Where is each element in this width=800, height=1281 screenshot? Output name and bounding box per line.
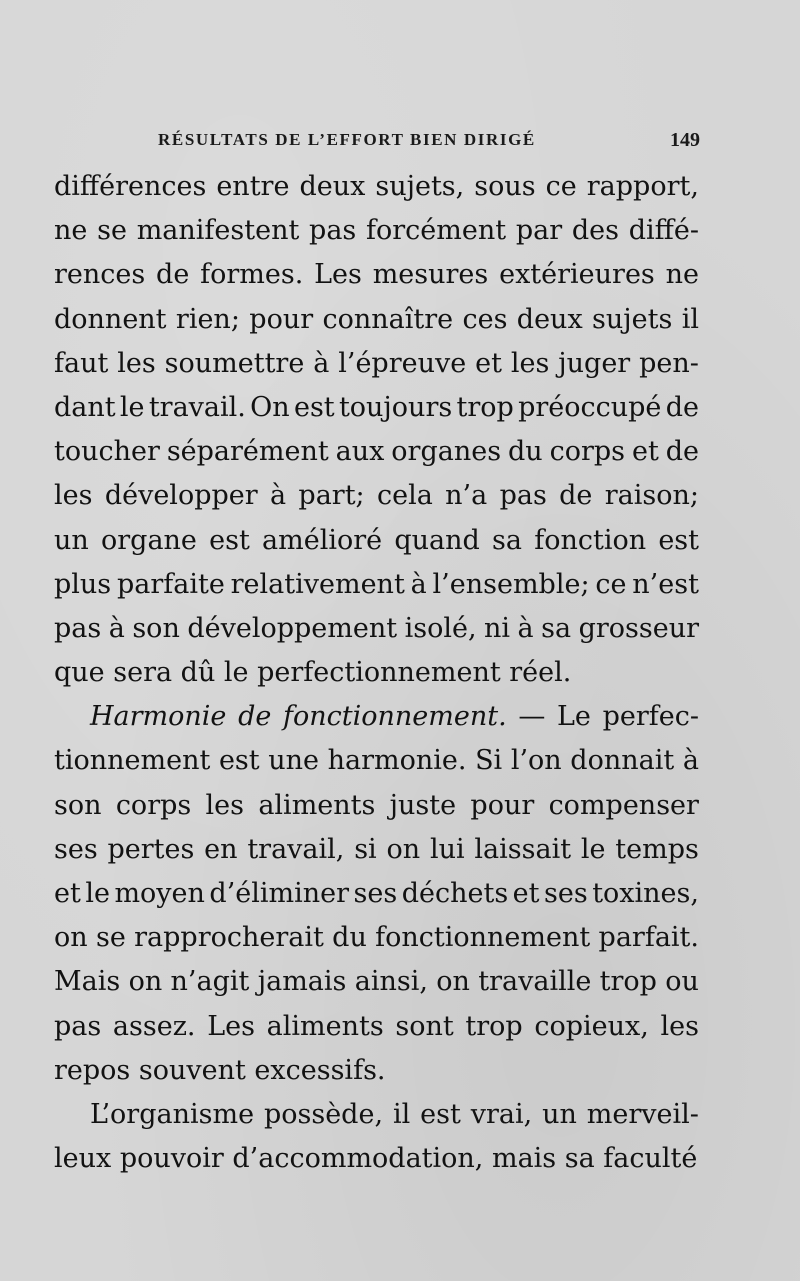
word: son: [132, 612, 180, 644]
word: fonctionnement.: [283, 701, 507, 733]
word: et: [512, 878, 540, 909]
word: relativement: [230, 568, 405, 600]
word: corps: [549, 436, 626, 468]
word: un: [542, 1098, 577, 1130]
text-line: [54, 342, 699, 386]
word: ses: [353, 878, 398, 909]
word: ses: [544, 878, 588, 909]
word: les: [205, 789, 245, 821]
word: développer: [104, 480, 258, 512]
word: des: [571, 215, 619, 247]
word: soumettre: [164, 347, 305, 379]
word: n’agit: [170, 966, 250, 998]
word: parfait.: [598, 922, 699, 954]
word: il: [681, 303, 699, 335]
word: Mais: [54, 966, 121, 998]
word: ces: [462, 303, 508, 335]
word: ce: [545, 171, 577, 202]
word: amélioré: [262, 524, 383, 556]
word: perfec-: [602, 701, 699, 733]
word: est: [293, 391, 335, 423]
text-line: [54, 784, 699, 828]
word: parfaite: [116, 568, 225, 600]
word: laissait: [474, 833, 572, 865]
word: pen-: [639, 347, 699, 379]
word: pour: [470, 789, 535, 821]
running-title: RÉSULTATS DE L’EFFORT BIEN DIRIGÉ: [158, 130, 536, 149]
word: part;: [298, 480, 365, 512]
word: grosseur: [578, 612, 699, 644]
word: ses: [54, 833, 98, 865]
word: pour: [249, 303, 314, 335]
word: vrai,: [470, 1098, 533, 1130]
word: toxines,: [592, 878, 699, 909]
text-line: [54, 828, 699, 872]
word: extérieures: [499, 259, 655, 291]
word: on: [386, 833, 421, 865]
word: quand: [394, 524, 480, 556]
word: manifestent: [136, 215, 300, 247]
word: ou: [665, 966, 699, 998]
word: est: [218, 745, 260, 777]
word: Les: [207, 1010, 255, 1042]
word: l’ensemble;: [432, 568, 590, 600]
word: harmonie.: [327, 745, 467, 777]
word: mesures: [372, 259, 489, 291]
word: développement: [187, 612, 398, 644]
word: est: [420, 1098, 461, 1130]
word: de: [665, 391, 699, 423]
word: en: [204, 833, 238, 865]
word: raison;: [604, 480, 699, 512]
word: n’a: [445, 480, 488, 512]
text-line: [54, 1093, 699, 1137]
word: pertes: [107, 833, 195, 865]
word: il: [392, 1098, 411, 1130]
text-line: [54, 519, 699, 563]
text-line: [54, 165, 699, 209]
text-line: [54, 253, 699, 297]
running-head: [148, 126, 700, 156]
text-line: que sera dû le perfectionnement réel.: [54, 657, 572, 689]
word: deux: [299, 171, 366, 202]
word: rences: [54, 259, 146, 291]
text-line: [54, 916, 699, 960]
word: et: [631, 436, 659, 468]
word: lui: [429, 833, 465, 865]
text-line: [54, 209, 699, 253]
word: formes.: [200, 259, 304, 291]
text-line: [54, 872, 699, 916]
word: se: [95, 922, 126, 954]
word: trop: [599, 966, 657, 998]
word: de: [156, 259, 190, 291]
word: une: [268, 745, 319, 777]
word: par: [515, 215, 563, 247]
word: cela: [376, 480, 433, 512]
word: fonction: [534, 524, 647, 556]
word: ce: [595, 568, 627, 600]
word: sa: [492, 524, 522, 556]
word: rapprocherait: [134, 922, 324, 954]
word: n’est: [632, 568, 699, 600]
word: rapport,: [586, 171, 699, 202]
word: pas: [54, 612, 102, 644]
word: sujets: [592, 303, 673, 335]
word: ne: [54, 215, 88, 247]
word: les: [54, 480, 93, 512]
word: travaille: [478, 966, 592, 998]
word: deux: [516, 303, 583, 335]
word: diffé-: [628, 215, 699, 247]
word: d’éliminer: [209, 878, 350, 909]
word: déchets: [401, 878, 509, 909]
text-line: [54, 474, 699, 518]
word: isolé,: [404, 612, 477, 644]
word: sous: [474, 171, 536, 202]
word: de: [238, 701, 272, 733]
word: se: [97, 215, 127, 247]
word: sont: [395, 1010, 454, 1042]
word: à: [313, 347, 330, 379]
word: ni: [484, 612, 511, 644]
word: —: [518, 701, 546, 733]
word: le: [119, 391, 145, 423]
word: forcément: [366, 215, 507, 247]
word: un: [54, 524, 89, 556]
word: connaître: [322, 303, 454, 335]
text-line: [54, 960, 699, 1004]
word: de: [559, 480, 593, 512]
word: juste: [389, 789, 457, 821]
word: temps: [615, 833, 699, 865]
word: est: [658, 524, 699, 556]
word: juger: [558, 347, 631, 379]
word: est: [209, 524, 250, 556]
word: rien;: [175, 303, 240, 335]
word: On: [250, 391, 290, 423]
word: tionnement: [54, 745, 211, 777]
word: les: [510, 347, 550, 379]
text-line: repos souvent excessifs.: [54, 1054, 386, 1086]
word: pas: [499, 480, 547, 512]
text-line: [54, 430, 699, 474]
body-text: [54, 165, 699, 1181]
word: trop: [465, 1010, 523, 1042]
text-line: [54, 739, 699, 783]
word: trop: [456, 391, 514, 423]
word: dant: [54, 391, 116, 423]
word: si: [354, 833, 377, 865]
word: organe: [101, 524, 197, 556]
word: jamais: [257, 966, 347, 998]
word: toucher: [54, 436, 160, 468]
word: différences: [54, 171, 207, 202]
word: Harmonie: [90, 701, 227, 733]
word: organes: [391, 436, 502, 468]
word: travail,: [247, 833, 345, 865]
word: sujets,: [375, 171, 465, 202]
word: toujours: [338, 391, 453, 423]
word: ainsi,: [354, 966, 428, 998]
word: du: [508, 436, 543, 468]
word: copieux,: [534, 1010, 649, 1042]
word: les: [117, 347, 156, 379]
word: le: [85, 878, 110, 909]
word: à: [108, 612, 125, 644]
word: aliments: [258, 789, 376, 821]
word: et: [54, 878, 81, 909]
word: séparément: [166, 436, 329, 468]
text-line: leux pouvoir d’accommodation, mais sa faculté: [54, 1143, 698, 1175]
word: entre: [216, 171, 290, 202]
word: corps: [115, 789, 192, 821]
word: on: [54, 922, 88, 954]
word: assez.: [112, 1010, 196, 1042]
page-number: 149: [670, 129, 700, 151]
word: fonctionnement: [375, 922, 591, 954]
word: le: [580, 833, 606, 865]
word: l’on: [510, 745, 562, 777]
word: on: [436, 966, 470, 998]
word: plus: [54, 568, 112, 600]
word: compenser: [548, 789, 699, 821]
word: possède,: [263, 1098, 384, 1130]
word: donnait: [570, 745, 675, 777]
word: et: [475, 347, 502, 379]
word: à: [269, 480, 287, 512]
word: faut: [54, 347, 109, 379]
word: du: [332, 922, 367, 954]
word: on: [128, 966, 163, 998]
text-line: [54, 386, 699, 430]
word: merveil-: [586, 1098, 699, 1130]
word: travail.: [148, 391, 246, 423]
word: donnent: [54, 303, 167, 335]
text-line: [54, 563, 699, 607]
word: les: [660, 1010, 699, 1042]
text-line: [54, 695, 699, 739]
word: sa: [541, 612, 572, 644]
word: pas: [54, 1010, 102, 1042]
word: ne: [665, 259, 699, 291]
word: aux: [335, 436, 385, 468]
word: l’épreuve: [338, 347, 467, 379]
word: Si: [475, 745, 503, 777]
text-line: [54, 607, 699, 651]
word: moyen: [114, 878, 205, 909]
text-line: [54, 1005, 699, 1049]
word: aliments: [266, 1010, 384, 1042]
word: pas: [309, 215, 357, 247]
word: préoccupé: [518, 391, 662, 423]
text-line: [54, 298, 699, 342]
word: Le: [556, 701, 591, 733]
word: à: [517, 612, 534, 644]
word: son: [54, 789, 102, 821]
word: à: [682, 745, 699, 777]
word: de: [665, 436, 699, 468]
word: Les: [314, 259, 362, 291]
word: L’organisme: [90, 1098, 255, 1130]
word: à: [410, 568, 427, 600]
